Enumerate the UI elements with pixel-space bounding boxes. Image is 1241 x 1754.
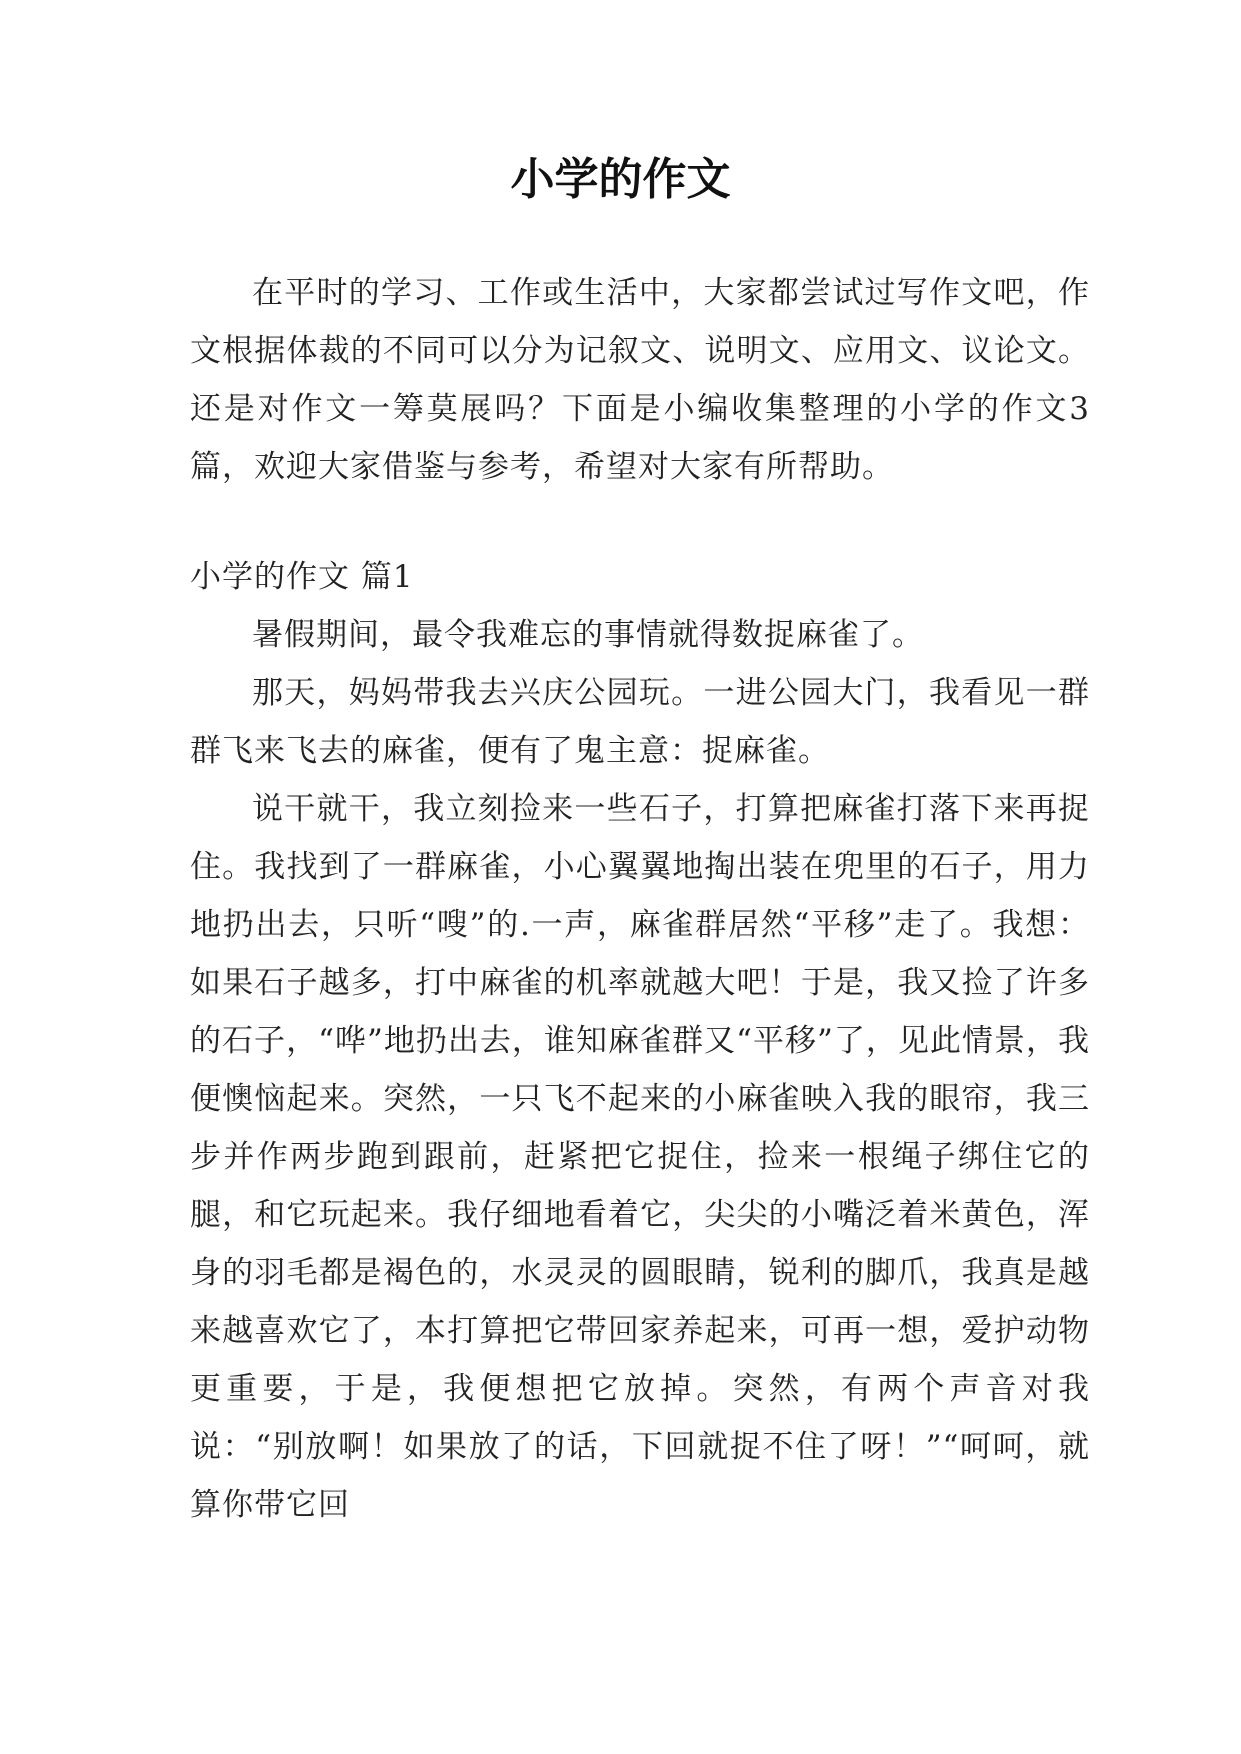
intro-paragraph: 在平时的学习、工作或生活中，大家都尝试过写作文吧，作文根据体裁的不同可以分为记叙文、说明文、应用文、议论文。还是对作文一筹莫展吗？下面是小编收集整理的小学的作文3篇，欢迎大家借鉴与参考，希望对大家有所帮助。: [190, 275, 1090, 485]
section-heading: 小学的作文 篇1: [190, 559, 414, 595]
paragraph-1: 暑假期间，最令我难忘的事情就得数捉麻雀了。: [252, 617, 924, 653]
document-body: [190, 264, 1090, 1534]
paragraph-3: 说干就干，我立刻捡来一些石子，打算把麻雀打落下来再捉住。我找到了一群麻雀，小心翼翼地掏出装在兜里的石子，用力地扔出去，只听“嗖”的.一声，麻雀群居然“平移”走了。我想：如果石子越多，打中麻雀的机率就越大吧！于是，我又捡了许多的石子，“哗”地扔出去，谁知麻雀群又“平移”了，见此情景，我便懊恼起来。突然，一只飞不起来的小麻雀映入我的眼帘，我三步并作两步跑到跟前，赶紧把它捉住，捡来一根绳子绑住它的腿，和它玩起来。我仔细地看着它，尖尖的小嘴泛着米黄色，浑身的羽毛都是褐色的，水灵灵的圆眼睛，锐利的脚爪，我真是越来越喜欢它了，本打算把它带回家养起来，可再一想，爱护动物更重要，于是，我便想把它放掉。突然，有两个声音对我说：“别放啊！如果放了的话，下回就捉不住了呀！”“呵呵，就算你带它回: [190, 791, 1090, 1523]
paragraph-2: 那天，妈妈带我去兴庆公园玩。一进公园大门，我看见一群群飞来飞去的麻雀，便有了鬼主意：捉麻雀。: [190, 675, 1090, 769]
page-title: 小学的作文: [510, 154, 731, 205]
